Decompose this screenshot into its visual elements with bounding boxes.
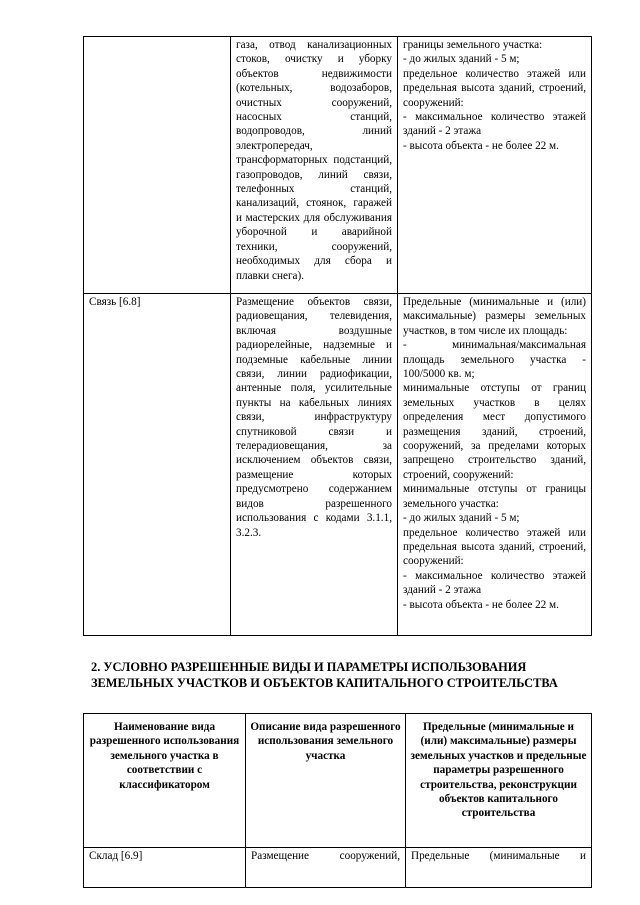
table-row	[84, 848, 592, 888]
param-line: предельное количество этажей или предельная высота зданий, строений, сооружений:	[403, 67, 586, 109]
header-use-name: Наименование вида разрешенного использования земельного участка в соответствии с классификатором	[84, 714, 246, 848]
param-line: предельное количество этажей или предельная высота зданий, строений, сооружений:	[403, 526, 586, 568]
param-line: - максимальное количество этажей зданий - 2 этажа	[403, 569, 586, 597]
table-header-row	[84, 714, 592, 848]
use-name-cell	[84, 37, 231, 294]
use-params-cell	[398, 294, 592, 636]
table-row	[84, 294, 592, 636]
permitted-uses-table-continued	[83, 36, 592, 636]
param-line: - максимальное количество этажей зданий - 2 этажа	[403, 111, 586, 138]
param-line: - до жилых зданий - 5 м;	[403, 53, 520, 66]
table-row	[84, 37, 592, 294]
use-name-cell: Склад [6.9]	[84, 848, 246, 888]
use-params-cell	[398, 37, 592, 294]
use-description-cell: Размещение сооружений,	[246, 848, 406, 888]
param-line: - высота объекта - не более 22 м.	[403, 139, 559, 152]
param-line: - высота объекта - не более 22 м.	[403, 598, 559, 611]
use-name-cell: Связь [6.8]	[84, 294, 231, 636]
header-use-params: Предельные (минимальные и (или) максимальные) размеры земельных участков и предельные параметры разрешенного строительства, реконструкции объектов капитального строительства	[406, 714, 592, 848]
conditional-uses-table	[83, 713, 592, 888]
section-heading: 2. УСЛОВНО РАЗРЕШЕННЫЕ ВИДЫ И ПАРАМЕТРЫ ИСПОЛЬЗОВАНИЯ ЗЕМЕЛЬНЫХ УЧАСТКОВ И ОБЪЕКТОВ КАПИТАЛЬНОГО СТРОИТЕЛЬСТВА	[91, 660, 558, 690]
use-description-cell: газа, отвод канализационных стоков, очистку и уборку объектов недвижимости (котельных, водозаборов, очистных сооружений, насосных станций, водопроводов, линий электропередач, трансформаторных подстанций, газопроводов, линий связи, телефонных станций, канализаций, стоянок, гаражей и мастерских для обслуживания уборочной и аварийной техники, сооружений, необходимых для сбора и плавки снега).	[231, 37, 398, 294]
param-line: - до жилых зданий - 5 м;	[403, 512, 520, 525]
param-line: - минимальная/максимальная площадь земельного участка - 100/5000 кв. м;	[403, 339, 586, 381]
param-line: границы земельного участка:	[403, 39, 543, 51]
param-line: Предельные (минимальные и (или) максимальные) размеры земельных участков, в том числе их площадь:	[403, 296, 586, 337]
header-use-description: Описание вида разрешенного использования земельного участка	[246, 714, 406, 848]
use-params-cell: Предельные (минимальные и	[406, 848, 592, 888]
param-line: минимальные отступы от границ земельных участков в целях определения мест допустимого размещения зданий, строений, сооружений, за пределами которых запрещено строительство зданий, строений, сооружений:	[403, 382, 586, 481]
param-line: минимальные отступы от границы земельного участка:	[403, 483, 586, 510]
use-description-cell: Размещение объектов связи, радиовещания, телевидения, включая воздушные радиорелейные, надземные и подземные кабельные линии связи, линии радиофикации, антенные поля, усилительные пункты на кабельных линиях связи, инфраструктуру спутниковой связи и телерадиовещания, за исключением объектов связи, размещение которых предусмотрено содержанием видов разрешенного использования с кодами 3.1.1, 3.2.3.	[231, 294, 398, 636]
